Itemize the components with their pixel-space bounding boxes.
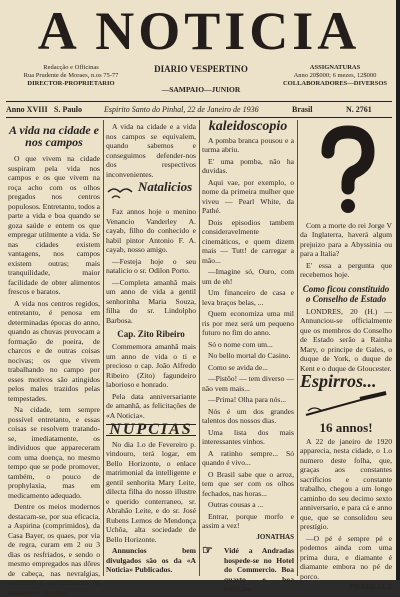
article-paragraph: E' essa a pergunta que recebemos hoje.	[300, 260, 392, 279]
question-mark-illustration-icon	[300, 122, 392, 218]
editor-name: —SAMPAIO—JUNIOR	[161, 85, 241, 94]
dateline	[6, 104, 392, 116]
newspaper-subtitle: DIARIO VESPERTINO	[154, 64, 248, 74]
dateline-city: S. Paulo	[54, 105, 83, 114]
section-title-kaleidoscopio: kaleidoscopio	[208, 119, 288, 134]
article-paragraph: —Imagine só, Ouro, com um de eh!	[202, 267, 294, 286]
column-divider-1	[103, 120, 104, 576]
header-left-line-3: DIRECTOR-PROPRIETARIO	[27, 80, 115, 87]
column-divider-3	[297, 120, 298, 576]
column-1	[8, 122, 100, 597]
article-paragraph: Dentre os meios modernos destacam-se, por sua eficacia, a Aspirina (comprimidos), da Casa Bayer, os quaes, por via de regra, curam em 2 ou 3 dias os resfriados, e sendo o mesmo empregados nas dôres de cabeça, nas nevralgias, sementes e complemento de tratamento na gripe.	[8, 502, 100, 597]
article-paragraph: —Festeja hoje o seu natalicio o sr. Odilon Porto.	[106, 256, 196, 275]
dateline-country: Brasil	[292, 105, 313, 114]
masthead	[0, 0, 396, 110]
section-title-conselho: Como ficou constituido o Conselho de Estado	[302, 283, 390, 304]
article-paragraph: No dia 1.o de Fevereiro p. vindouro, terá logar, em Bello Horizonte, o enlace matrimonial da intelligente e gentil senhorita Mary Leite, dilecta filha do nosso illustre e querido conterraneo, sr. Abrahão Leite, e do sr. José Rubens Lemos de Mendonça Uchôa, alta sociedade de Bello Horizonte.	[106, 439, 196, 544]
article-paragraph: LONDRES, 20 (H.) — Annunciou-se officialmente que os membros do Conselho de Estado serão a Rainha Mary, o principe de Gales, o duque de York, o duque de Kent e o duque de Gloucester.	[300, 306, 392, 373]
section-title-zito-ribeiro: Cap. Zito Ribeiro	[117, 329, 185, 339]
article-paragraph: Commemora amanhã mais um anno de vida o ti e precioso o cap. João Alfredo Ribeiro (Zito) fagundeiro laborioso e honrado.	[106, 342, 196, 389]
article-paragraph: —O pé é sempre pé e podemos ainda com uma prima dura, e diamante é diamante embora no pé de porco.	[300, 533, 392, 581]
header-middle	[136, 64, 266, 95]
pointing-hand-icon: ☞	[202, 543, 213, 557]
article-paragraph: Entrar, porque morfo e assim a vez!	[202, 511, 294, 530]
article-paragraph: E' uma pomba, não ha duvidas.	[202, 156, 294, 175]
dateline-place-date: Espirito Santo do Pinhal, 22 de Janeiro de 1936	[104, 105, 259, 114]
header-right	[280, 64, 390, 88]
headline-city-and-country: A vida na cidade e nos campos	[9, 123, 99, 149]
header-left	[6, 64, 136, 88]
section-title-espirros: Espirros...	[300, 371, 377, 391]
signature-pierre-luz: PIERRE LUZ	[349, 583, 392, 591]
article-paragraph: A ratinho sempre... Só quando é vivo...	[202, 448, 294, 467]
article-paragraph: Na cidade, tem sempre possível entretanto, e essas coisas se resolvem tratando-se, imediatamente, os individuos que appareceram com uma doença, no mesmo tempo que se pode promover, também, o pouco de prophylaxia, mas em medicamento adequado.	[8, 405, 100, 500]
birds-illustration-icon	[106, 182, 136, 202]
article-paragraph: —Completa amanhã mais um anno de vida a gentil senhorinha Maria Souza, filha do sr. Lindolpho Barbosa.	[106, 277, 196, 325]
section-title-natalicios: Natalicios	[138, 179, 193, 194]
natalicios-header	[106, 179, 196, 204]
dateline-year: Anno XVIII	[6, 105, 48, 114]
masthead-rule-bottom	[6, 117, 392, 118]
article-paragraph: Outras cousas a ...	[208, 500, 264, 509]
article-paragraph: —Pistôo! — tem diverso — não vem mais...	[202, 374, 294, 393]
page-edge-shadow	[396, 0, 400, 580]
article-paragraph: A vida nos centros regidos, entretanto, é penosa em determinadas épocas do anno, quando as chuvas provocam a formação de poeira, de charcos e de outras coisas nocivas; os que vivem trabalhando no campo por esses motivos são atingidos pelos males trazidos pelas tempestades.	[8, 298, 100, 403]
section-title-nupcias: NUPCIAS	[106, 424, 196, 436]
article-paragraph: O Brasil sabe que o arroz, tem que ser com os olhos fechados, nas horas...	[202, 469, 294, 498]
column-2	[106, 122, 196, 574]
article-paragraph: Nós é um dos grandes talentos dos nossos dias.	[202, 406, 294, 425]
dateline-issue-number: N. 2761	[346, 105, 372, 114]
sixteen-years-heading: 16 annos!	[319, 420, 373, 435]
column-3	[202, 119, 294, 593]
header-left-line-2: Rua Prudente de Moraes, n.os 75-77	[23, 72, 119, 79]
article-paragraph: Uma lista dos mais interessantes vinhos.	[202, 427, 294, 446]
header-left-line-1: Redacção e Officinas	[43, 64, 99, 71]
article-paragraph: Com a morte do rei Jorge V da Inglaterra, haverá algum prejuizo para a Abyssinia ou para a Italia?	[300, 220, 392, 258]
column-divider-2	[199, 120, 200, 576]
column-4	[300, 122, 392, 591]
closing-notice: Annuncios bem divulgados são os da «A Noticia» Publicados.	[106, 546, 196, 574]
article-paragraph: Pela data anniversariante de amanhã, as felicitações de «A Noticia».	[106, 391, 196, 420]
masthead-rule-top	[6, 101, 392, 102]
hotel-advertisement	[202, 543, 294, 594]
article-paragraph: Faz annos hoje o menino Venancio Vanderley A. cayab, filho do conhecido e habil pintor Antonio F. A. cayab, nosso amigo.	[106, 207, 196, 254]
article-paragraph: No bello mortal do Casino.	[208, 351, 291, 360]
header-right-line-2: Anno 20$000; 6 mezes, 12$000	[293, 72, 377, 79]
header-right-line-1: ASSIGNATURAS	[309, 64, 361, 71]
article-paragraph: Quem economiza uma mil ris por mez será um pequeno futuro no fim do anno.	[202, 309, 294, 337]
hotel-ad-text: Vidé a Andradas hospede-se no Hotel do Commercio. Boa quarto e boa refeição.	[224, 546, 294, 593]
newspaper-title: A NOTICIA	[37, 1, 361, 61]
article-paragraph: —Prima! Olha para nós...	[208, 395, 287, 404]
article-paragraph: A pomba branca pousou e a turma abriu.	[202, 135, 294, 154]
article-paragraph: A vida na cidade e a vida nos campos se equivalem, quando sabemos e conseguimos defender-nos dos respectivos inconvenientes.	[106, 122, 196, 179]
article-paragraph: Como se avida de...	[208, 362, 268, 372]
article-paragraph: Um financeiro de casa e leva braços belas, ...	[202, 288, 294, 307]
article-paragraph: Aqui vae, por exemplo, o nome da primeira mulher que viveu — Pearl White, da Pathé.	[202, 177, 294, 215]
article-paragraph: Dois episodios tambem consideravelmente cinemáticos, e quem dizem mais — Tutt! de carregar a mão...	[202, 217, 294, 265]
article-paragraph: Só o nome com um...	[208, 339, 273, 349]
article-paragraph: A 22 de janeiro de 1920 apparecia, nesta cidade, o 1.o numero deste folha, que, graças aos constantes sacrificios e constante trabalho, chegou a um longo caminho do seu decimo sexto anniversario, e para cá e anno que, que se consolidou seu prestígio.	[300, 436, 392, 531]
article-paragraph: O que vivem na cidade suspiram pela vida nos campos e os que vivem na roça acho com os olhos pregados nos centros populosos. Entretanto, todos a parte a vida e boa quando se goza saúde e entem os que empregar utilmente a vida. Se nas cidades existem vantagens, nos campos existem outras; mais tranquilidade, maior facilidade de obter alimentos frescos e baratos.	[8, 154, 100, 296]
signature-jonathas: JONATHAS	[256, 532, 294, 541]
header-right-line-3: COLLABORADORES—DIVERSOS	[282, 80, 388, 87]
sneeze-illustration-icon	[300, 389, 392, 419]
